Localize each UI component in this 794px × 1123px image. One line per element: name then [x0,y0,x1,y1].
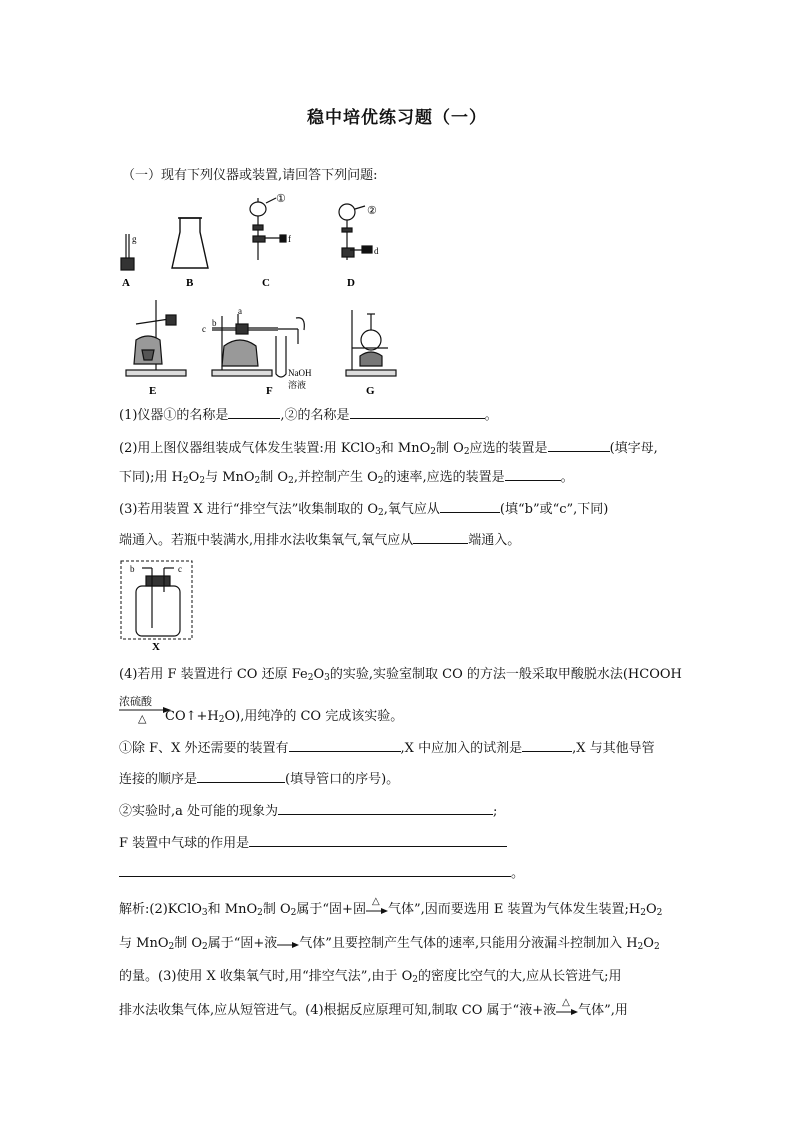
q4-blank-2[interactable] [522,738,572,752]
reaction-arrow-top: 浓硫酸 [119,695,152,708]
label-d: D [347,277,355,289]
question-1 [119,405,498,425]
heat-arrow-2: △ [556,1004,578,1018]
q4-blank-5[interactable] [249,833,507,847]
analysis-line-4: 排水法收集气体,应从短管进气。(4)根据反应原理可知,制取 CO 属于“液+液 △ 气体”,用 [119,996,628,1018]
question-3-line-2: 端通入。若瓶中装满水,用排水法收集氧气,氧气应从 端通入。 [119,530,520,550]
label-b: B [186,277,194,289]
q4-blank-6[interactable] [119,863,511,877]
q2-blank-2[interactable] [505,467,561,481]
label-x: X [152,641,160,653]
marker-d: d [374,246,379,256]
question-3-line-1: (3)若用装置 X 进行“排空气法”收集制取的 $O_2$,氧气应从 (填“b”或“c”,下同) [119,499,608,519]
label-g: G [366,385,375,397]
question-4-sub1-line-2: 连接的顺序是 (填导管口的序号)。 [119,769,399,789]
q1-blank-1[interactable] [228,405,280,419]
label-a: A [122,277,130,289]
x-marker-c: c [178,564,182,574]
question-2-line-2: 下同);用 $H_2O_2$与 MnO$_2$制 $O_2$,并控制产生 $O_2$的速率,应选的装置是 。 [119,467,574,487]
question-4-sub1-line-1: ①除 F、X 外还需要的装置有 ,X 中应加入的试剂是 ,X 与其他导管 [119,738,655,758]
label-f: F [266,385,273,397]
q1-blank-2[interactable] [350,405,485,419]
question-4-line-1: (4)若用 F 装置进行 CO 还原 $Fe_2O_3$的实验,实验室制取 CO 的方法一般采取甲酸脱水法(HCOOH [119,667,682,683]
intro-text: （一）现有下列仪器或装置,请回答下列问题: [122,168,378,183]
marker-c: c [202,324,206,334]
marker-f: f [288,234,291,244]
marker-a: a [238,306,242,316]
q1-text-a: (1)仪器①的名称是 [119,408,229,423]
analysis-line-2: 与 MnO$_2$制 $O_2$属于“固+液 气体”且要控制产生气体的速率,只能用分液漏斗控制加入 $H_2O_2$ [119,936,660,952]
marker-circle2: ② [367,205,377,217]
q4-blank-3[interactable] [197,769,285,783]
question-4-sub3-line-2: 。 [119,863,524,883]
apparatus-b-icon [172,218,208,268]
apparatus-x-figure [120,560,196,652]
reaction-arrow-bottom: △ [138,712,147,725]
apparatus-c-icon [250,198,286,260]
q1-text-b: ,②的名称是 [280,408,350,423]
question-4-sub3: F 装置中气球的作用是 [119,833,507,853]
apparatus-g-icon [346,310,396,376]
naoh-label: NaOH [288,368,312,378]
label-c: C [262,277,270,289]
analysis-line-1: 解析:(2)KClO$_3$和 MnO$_2$制 $O_2$属于“固+固 △ 气体”,因而要选用 E 装置为气体发生装置$;H_2O_2$ [119,895,663,918]
x-marker-b: b [130,564,135,574]
heat-arrow-1: △ [366,903,388,917]
marker-circle1: ① [276,193,286,205]
label-e: E [149,385,157,397]
marker-b: b [212,318,217,328]
question-4-line-2: $CO↑+H_2O$),用纯净的 CO 完成该实验。 [165,709,404,725]
question-4-sub2: ②实验时,a 处可能的现象为 ; [119,801,497,821]
marker-g: g [132,234,137,244]
apparatus-figure-row1 [110,192,400,292]
analysis-line-3: 的量。(3)使用 X 收集氧气时,用“排空气法”,由于 $O_2$的密度比空气的大,应从长管进气;用 [119,969,622,985]
page-title: 稳中培优练习题（一） [307,108,487,128]
question-2-line-1: (2)用上图仪器组装成气体发生装置:用 KClO$_3$和 MnO$_2$制 $O_2$应选的装置是 (填字母, [119,438,658,458]
apparatus-figure-row2 [118,300,408,400]
q3-blank-2[interactable] [413,530,468,544]
q1-end: 。 [484,408,498,423]
solution-label: 溶液 [288,380,307,390]
apparatus-e-icon [126,300,186,376]
q3-blank-1[interactable] [440,499,500,513]
q4-blank-1[interactable] [289,738,401,752]
q4-blank-4[interactable] [278,801,493,815]
arrow-2 [277,937,299,951]
q2-blank-1[interactable] [548,438,610,452]
